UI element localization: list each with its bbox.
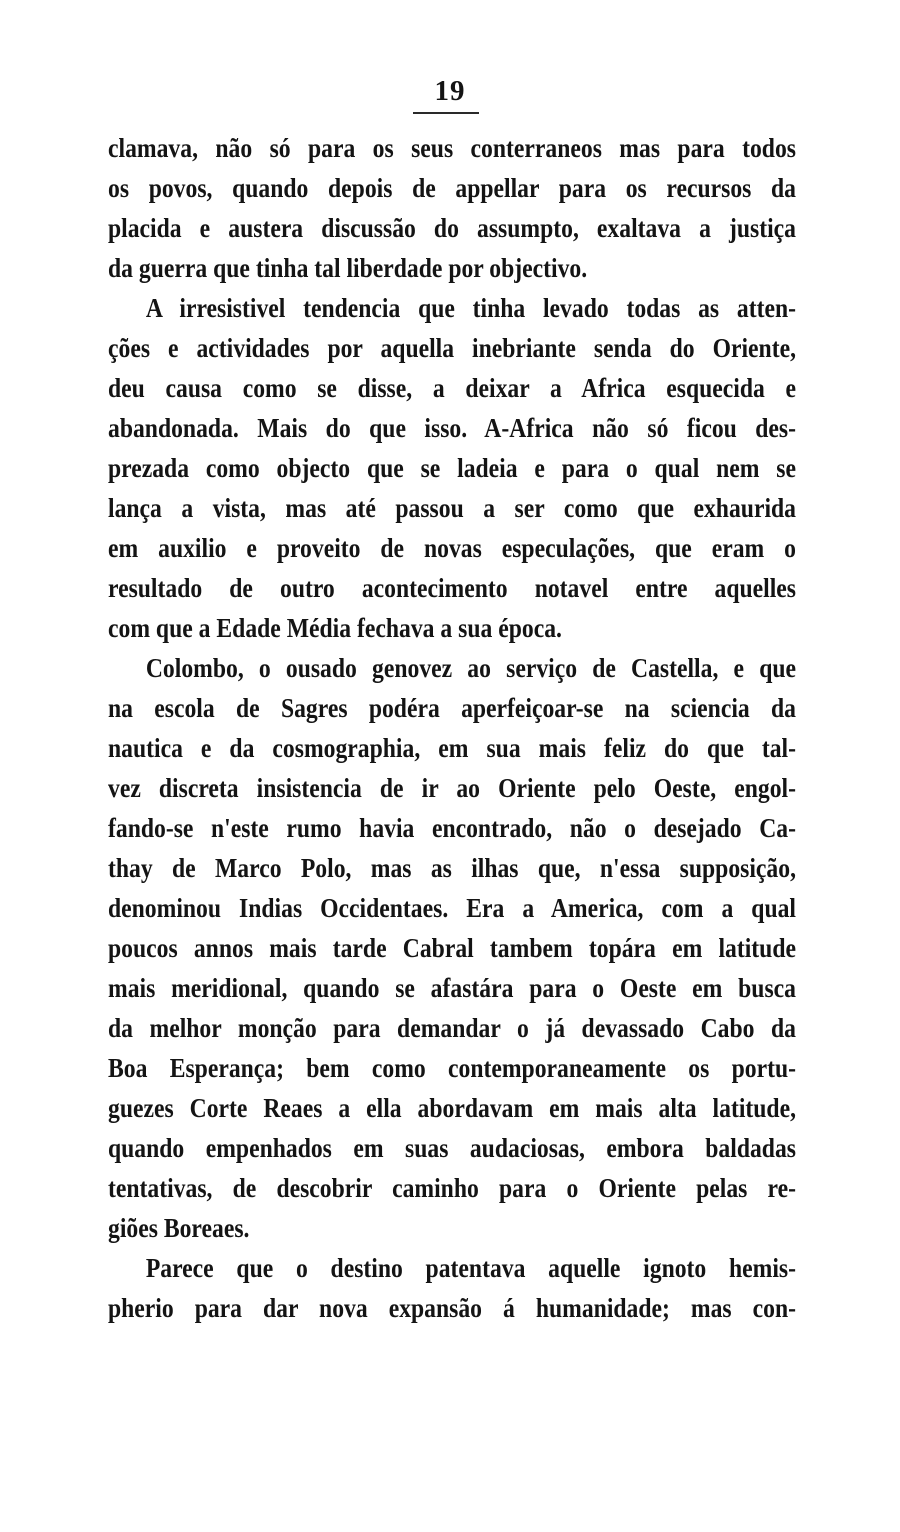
text-line: denominou Indias Occidentaes. Era a America, com a qual (108, 892, 796, 923)
text-line: poucos annos mais tarde Cabral tambem topára em latitude (108, 932, 796, 963)
text-line: os povos, quando depois de appellar para os recursos da (108, 172, 796, 203)
text-line: placida e austera discussão do assumpto, exaltava a justiça (108, 212, 796, 243)
text-line: deu causa como se disse, a deixar a Africa esquecida e (108, 372, 796, 403)
text-line: nautica e da cosmographia, em sua mais feliz do que tal- (108, 732, 796, 763)
body-text (108, 128, 796, 1328)
text-line: Parece que o destino patentava aquelle ignoto hemis- (145, 1252, 797, 1283)
text-line: da melhor monção para demandar o já devassado Cabo da (108, 1012, 796, 1043)
text-line: clamava, não só para os seus conterraneos mas para todos (108, 132, 796, 163)
page-number-rule (413, 112, 479, 114)
text-line: em auxilio e proveito de novas especulações, que eram o (108, 532, 796, 563)
text-line: guezes Corte Reaes a ella abordavam em mais alta latitude, (108, 1092, 796, 1123)
text-line: Colombo, o ousado genovez ao serviço de Castella, e que (145, 652, 797, 683)
paragraph-2 (108, 288, 796, 648)
text-line: giões Boreaes. (108, 1212, 250, 1243)
text-line: com que a Edade Média fechava a sua época. (108, 612, 562, 643)
text-line: resultado de outro acontecimento notavel entre aquelles (108, 572, 796, 603)
text-line: mais meridional, quando se afastára para o Oeste em busca (108, 972, 796, 1003)
text-line: tentativas, de descobrir caminho para o Oriente pelas re- (108, 1172, 796, 1203)
paragraph-3 (108, 648, 796, 1248)
text-line: da guerra que tinha tal liberdade por objectivo. (108, 252, 588, 283)
paragraph-4 (108, 1248, 796, 1328)
text-line: ções e actividades por aquella inebriante senda do Oriente, (108, 332, 796, 363)
text-line: Boa Esperança; bem como contemporaneamente os portu- (108, 1052, 796, 1083)
text-line: A irresistivel tendencia que tinha levado todas as atten- (145, 292, 797, 323)
text-line: lança a vista, mas até passou a ser como que exhaurida (108, 492, 796, 523)
text-line: abandonada. Mais do que isso. A-Africa não só ficou des- (108, 412, 796, 443)
paragraph-1 (108, 128, 796, 288)
text-line: prezada como objecto que se ladeia e para o qual nem se (108, 452, 796, 483)
text-line: pherio para dar nova expansão á humanidade; mas con- (108, 1292, 796, 1323)
page-number: 19 (434, 75, 466, 107)
text-line: thay de Marco Polo, mas as ilhas que, n'essa supposição, (108, 852, 796, 883)
text-line: quando empenhados em suas audaciosas, embora baldadas (108, 1132, 796, 1163)
text-line: vez discreta insistencia de ir ao Oriente pelo Oeste, engol- (108, 772, 796, 803)
text-line: fando-se n'este rumo havia encontrado, não o desejado Ca- (108, 812, 796, 843)
text-line: na escola de Sagres podéra aperfeiçoar-se na sciencia da (108, 692, 796, 723)
